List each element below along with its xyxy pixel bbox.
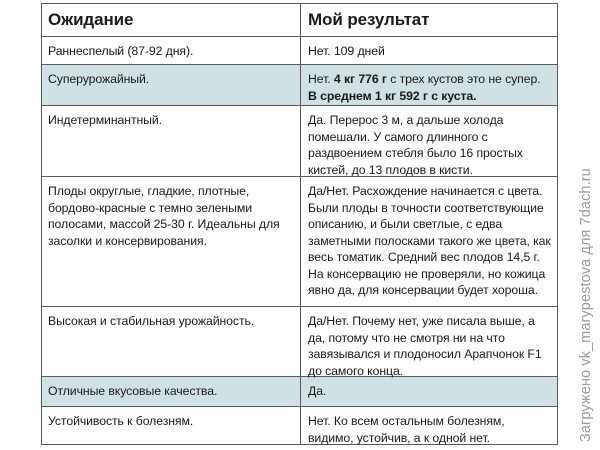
result-text: с трех кустов это не супер. [386, 72, 541, 86]
table-row [42, 64, 557, 105]
table-row [42, 306, 557, 376]
expectation-cell: Суперурожайный. [42, 65, 301, 105]
table-row [42, 176, 557, 306]
table-row [42, 376, 557, 406]
result-cell: Да/Нет. Расхождение начинается с цвета. Были плоды в точности соответствующие описанию, и были светлые, с едва заметными полосками такого же цвета, как весь томатик. Средний вес плодов 14,5 г. На консервацию не проверяли, но кожица явно да, для консервации будет хороша. [308, 184, 551, 297]
result-cell: Да/Нет. Почему нет, уже писала выше, а да, потому что не смотря ни на что завязывался и плодоносил Арапчонок F1 до самого конца. [308, 314, 542, 378]
result-text: Нет. [308, 72, 334, 86]
header-expectation: Ожидание [42, 4, 301, 36]
expectation-cell: Устойчивость к болезням. [42, 407, 301, 444]
expectation-cell: Плоды округлые, гладкие, плотные, бордово-красные с темно зелеными полосами, массой 25-30 г. Идеальны для засолки и консервирования. [42, 177, 301, 306]
watermark-text: Загружено vk_marypestova для 7dach.ru [578, 168, 594, 442]
result-cell [301, 65, 557, 105]
result-bold-average: В среднем 1 кг 592 г с куста. [308, 88, 477, 103]
expectation-cell: Высокая и стабильная урожайность. [42, 307, 301, 376]
table-row [42, 36, 557, 64]
result-cell: Да. Перерос 3 м, а дальше холода помешали. У самого длинного с раздвоением стебля было 16 простых кистей, до 13 плодов в кисти. [308, 113, 523, 177]
result-bold-total: 4 кг 776 г [333, 72, 387, 86]
result-cell: Нет. 109 дней [308, 44, 385, 58]
expectation-cell: Индетерминантный. [42, 106, 301, 176]
table-header-row [42, 4, 557, 36]
expectation-cell: Отличные вкусовые качества. [42, 377, 301, 406]
result-cell: Нет. Ко всем остальным болезням, видимо, устойчив, а к одной нет. [308, 414, 505, 445]
result-cell: Да. [308, 384, 327, 398]
table-row [42, 406, 557, 444]
expectation-cell: Раннеспелый (87-92 дня). [42, 37, 301, 64]
header-result: Мой результат [308, 10, 430, 29]
comparison-table [41, 3, 558, 445]
table-row [42, 105, 557, 176]
